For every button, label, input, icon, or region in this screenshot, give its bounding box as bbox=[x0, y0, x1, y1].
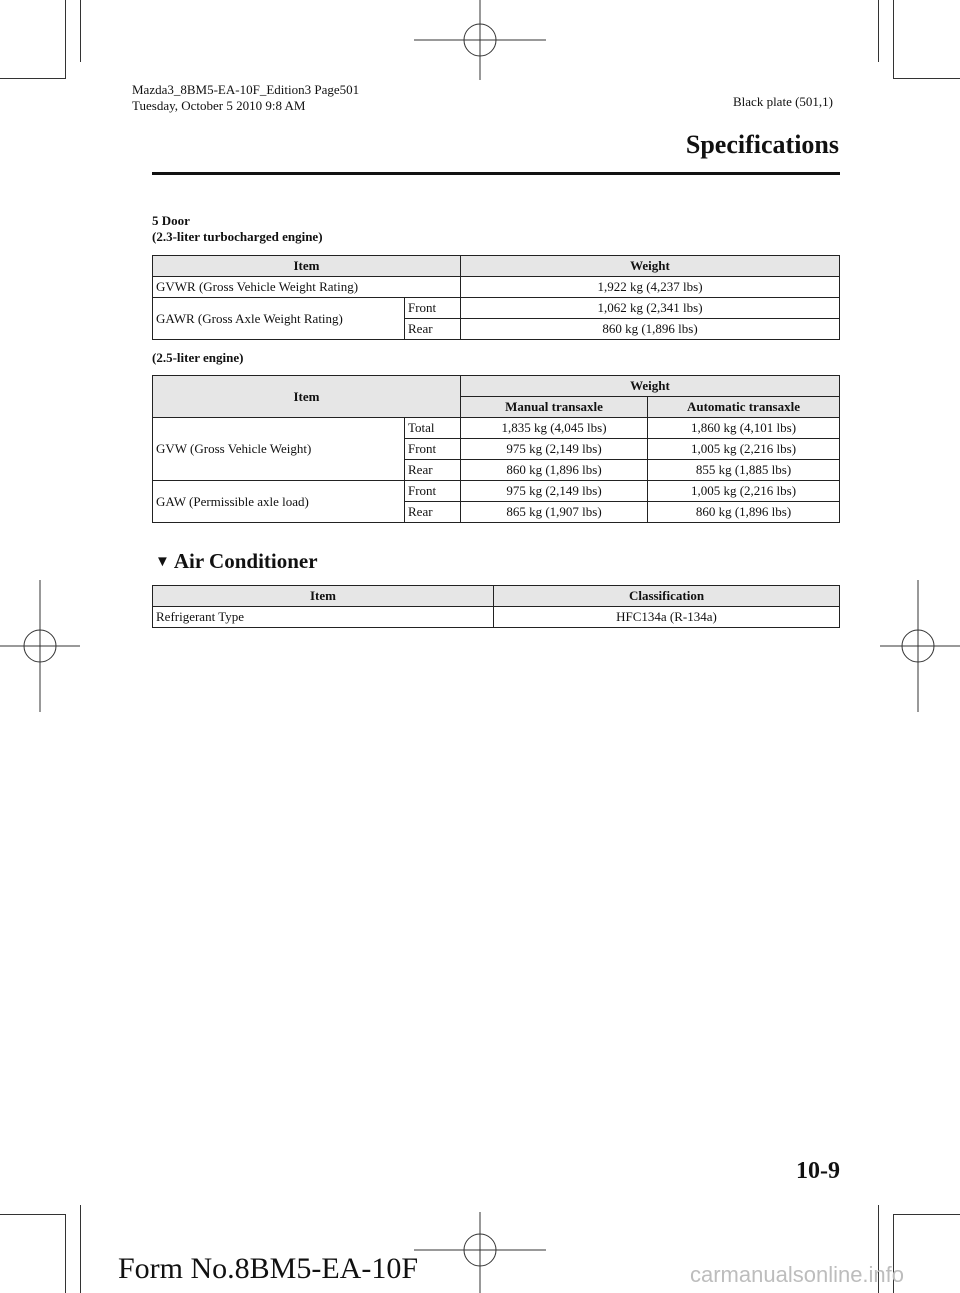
column-header-manual: Manual transaxle bbox=[461, 397, 648, 418]
crop-mark bbox=[80, 0, 81, 62]
column-header-weight: Weight bbox=[461, 256, 840, 277]
column-header-item: Item bbox=[153, 256, 461, 277]
table-header-row bbox=[153, 586, 840, 607]
gawr-label: GAWR (Gross Axle Weight Rating) bbox=[153, 298, 405, 340]
section-title: Specifications bbox=[685, 130, 839, 159]
automatic-value: 1,005 kg (2,216 lbs) bbox=[648, 439, 840, 460]
crop-mark bbox=[0, 1214, 66, 1215]
air-conditioner-title: Air Conditioner bbox=[173, 549, 318, 573]
engine25-heading: (2.5-liter engine) bbox=[152, 350, 244, 365]
position-label: Rear bbox=[405, 502, 461, 523]
column-header-item: Item bbox=[153, 376, 461, 418]
manual-value: 975 kg (2,149 lbs) bbox=[461, 481, 648, 502]
gvwr-value: 1,922 kg (4,237 lbs) bbox=[461, 277, 840, 298]
crop-mark bbox=[80, 1205, 81, 1293]
crop-mark bbox=[65, 1214, 66, 1293]
refrigerant-type-label: Refrigerant Type bbox=[153, 607, 494, 628]
five-door-title: 5 Door bbox=[152, 213, 190, 228]
table-row bbox=[153, 607, 840, 628]
file-timestamp: Tuesday, October 5 2010 9:8 AM bbox=[132, 98, 306, 113]
column-header-automatic: Automatic transaxle bbox=[648, 397, 840, 418]
column-header-item: Item bbox=[153, 586, 494, 607]
section-rule bbox=[152, 172, 840, 175]
crop-mark bbox=[878, 0, 879, 62]
crop-mark bbox=[893, 1214, 960, 1215]
table-row bbox=[153, 277, 840, 298]
table-header-row bbox=[153, 376, 840, 397]
manual-value: 865 kg (1,907 lbs) bbox=[461, 502, 648, 523]
air-conditioner-heading bbox=[155, 549, 318, 574]
column-header-classification: Classification bbox=[494, 586, 840, 607]
five-door-weight-table bbox=[152, 255, 840, 340]
manual-value: 860 kg (1,896 lbs) bbox=[461, 460, 648, 481]
table-header-row bbox=[153, 256, 840, 277]
automatic-value: 855 kg (1,885 lbs) bbox=[648, 460, 840, 481]
manual-value: 975 kg (2,149 lbs) bbox=[461, 439, 648, 460]
automatic-value: 860 kg (1,896 lbs) bbox=[648, 502, 840, 523]
registration-mark-bottom bbox=[414, 1212, 546, 1293]
print-file-info bbox=[132, 82, 359, 114]
page-number: 10-9 bbox=[796, 1158, 840, 1184]
table-row bbox=[153, 418, 840, 439]
front-value: 1,062 kg (2,341 lbs) bbox=[461, 298, 840, 319]
front-label: Front bbox=[405, 298, 461, 319]
watermark: carmanualsonline.info bbox=[690, 1262, 905, 1287]
position-label: Front bbox=[405, 439, 461, 460]
table-row bbox=[153, 481, 840, 502]
automatic-value: 1,860 kg (4,101 lbs) bbox=[648, 418, 840, 439]
form-number: Form No.8BM5-EA-10F bbox=[118, 1252, 419, 1285]
rear-label: Rear bbox=[405, 319, 461, 340]
gvw-label: GVW (Gross Vehicle Weight) bbox=[153, 418, 405, 481]
position-label: Front bbox=[405, 481, 461, 502]
registration-mark-left bbox=[0, 580, 80, 712]
engine25-weight-table bbox=[152, 375, 840, 523]
position-label: Rear bbox=[405, 460, 461, 481]
crop-mark bbox=[65, 0, 66, 78]
crop-mark bbox=[0, 78, 66, 79]
five-door-heading bbox=[152, 213, 323, 245]
file-name: Mazda3_8BM5-EA-10F_Edition3 Page501 bbox=[132, 82, 360, 97]
table-row bbox=[153, 298, 840, 319]
automatic-value: 1,005 kg (2,216 lbs) bbox=[648, 481, 840, 502]
refrigerant-type-value: HFC134a (R-134a) bbox=[494, 607, 840, 628]
rear-value: 860 kg (1,896 lbs) bbox=[461, 319, 840, 340]
position-label: Total bbox=[405, 418, 461, 439]
crop-mark bbox=[893, 0, 894, 78]
registration-mark-top bbox=[414, 0, 546, 80]
crop-mark bbox=[893, 78, 960, 79]
registration-mark-right bbox=[880, 580, 960, 712]
plate-label: Black plate (501,1) bbox=[733, 94, 833, 109]
gaw-label: GAW (Permissible axle load) bbox=[153, 481, 405, 523]
column-header-weight: Weight bbox=[461, 376, 840, 397]
manual-value: 1,835 kg (4,045 lbs) bbox=[461, 418, 648, 439]
five-door-subtitle: (2.3-liter turbocharged engine) bbox=[152, 229, 323, 244]
triangle-down-icon: ▼ bbox=[155, 554, 170, 570]
air-conditioner-table bbox=[152, 585, 840, 628]
gvwr-label: GVWR (Gross Vehicle Weight Rating) bbox=[153, 277, 461, 298]
